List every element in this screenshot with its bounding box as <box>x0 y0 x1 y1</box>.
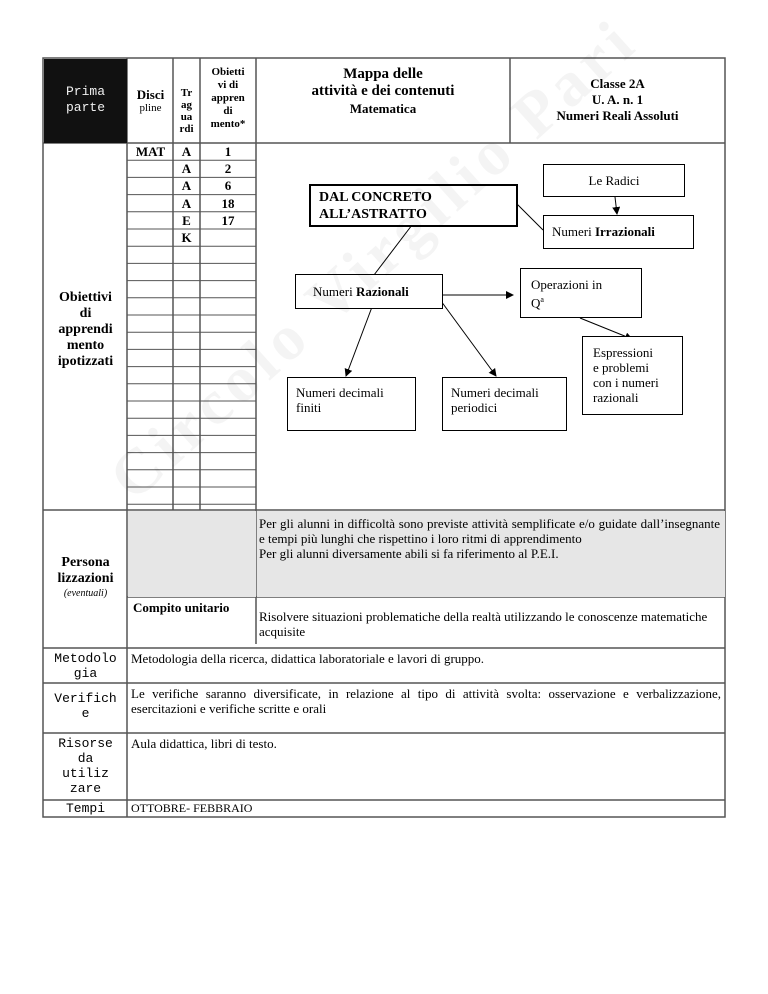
risorse-text: Aula didattica, libri di testo. <box>131 736 277 751</box>
part-label: Prima parte <box>65 84 105 115</box>
razionali-bold: Razionali <box>355 284 409 299</box>
personalizzazioni-label: Persona lizzazioni (eventuali) <box>57 555 114 599</box>
goal-cell-trag: A <box>181 144 192 159</box>
goal-cell-trag: A <box>181 178 192 194</box>
line-concreto-razionali <box>374 225 412 275</box>
goal-cell-obj: 17 <box>221 212 235 228</box>
arrow-radici-irrazionali <box>615 197 617 214</box>
irrazionali-bold: Irrazionali <box>594 224 655 239</box>
metodologia-text: Metodologia della ricerca, didattica laboratoriale e lavori di gruppo. <box>131 651 485 666</box>
razionali-prefix: Numeri <box>313 284 356 299</box>
header-disciplina: Disci pline <box>136 87 165 114</box>
node-decimali-periodici: Numeri decimali periodici <box>442 377 567 431</box>
metodologia-label: Metodolo gia <box>54 651 117 681</box>
goal-cell-trag: A <box>181 195 192 211</box>
page-title: Mappa delle attività e dei contenuti Matematica <box>311 66 455 116</box>
node-irrazionali <box>543 215 694 249</box>
node-dal-concreto: DAL CONCRETO ALL’ASTRATTO <box>309 184 518 227</box>
node-razionali <box>295 274 443 309</box>
node-decimali-finiti: Numeri decimali finiti <box>287 377 416 431</box>
goal-cell-trag: A <box>181 161 192 177</box>
tempi-text: OTTOBRE- FEBBRAIO <box>131 801 253 815</box>
compito-unitario-text: Risolvere situazioni problematiche della realtà utilizzando le conoscenze matematiche acquisite <box>259 609 708 639</box>
tempi-label: Tempi <box>65 801 105 816</box>
goal-cell-obj: 1 <box>224 144 232 159</box>
verifiche-label: Verifich e <box>54 691 117 721</box>
node-espressioni: Espressioni e problemi con i numeri razionali <box>582 336 683 415</box>
obiettivi-label: Obiettivi di apprendi mento ipotizzati <box>57 290 114 369</box>
node-operazioni: Operazioni in $Q^a$ <box>520 268 642 318</box>
personalizzazioni-text: Per gli alunni in difficoltà sono previste attività semplificate e/o guidate dall’insegnante e tempi più lunghi che rispettino i loro ritmi di apprendimento <box>259 516 720 546</box>
goal-cell-disc: MAT <box>135 144 166 159</box>
line-concreto-irrazionali <box>517 204 543 230</box>
header-obiettivi: Obietti vi di appren di mento* <box>210 66 246 130</box>
verifiche-text: Le verifiche saranno diversificate, in relazione al tipo di attività svolta: osservazione e verbalizzazione, esercitazioni e verifiche scritte e orali <box>131 686 721 716</box>
personalizzazioni-text-2: Per gli alunni diversamente abili si fa riferimento al P.E.I. <box>259 546 559 561</box>
goal-cell-trag: K <box>181 230 192 245</box>
node-le-radici: Le Radici <box>543 164 685 197</box>
goal-cell-trag: E <box>182 212 191 228</box>
header-traguardi: Tr ag ua rdi <box>179 87 194 135</box>
goal-cell-obj: 2 <box>224 161 232 177</box>
irrazionali-prefix: Numeri <box>552 224 595 239</box>
class-info: Classe 2A U. A. n. 1 Numeri Reali Assoluti <box>556 76 679 123</box>
risorse-label: Risorse da utiliz zare <box>58 736 113 796</box>
arrow-razionali-periodici <box>441 301 496 376</box>
compito-unitario-label: Compito unitario <box>133 600 230 615</box>
personalizzazioni-text-cell <box>257 511 725 597</box>
arrow-razionali-finiti <box>346 307 372 376</box>
personalizzazioni-blank-cell <box>128 511 256 597</box>
goal-cell-obj: 6 <box>224 178 232 194</box>
goal-cell-obj: 18 <box>221 195 235 211</box>
